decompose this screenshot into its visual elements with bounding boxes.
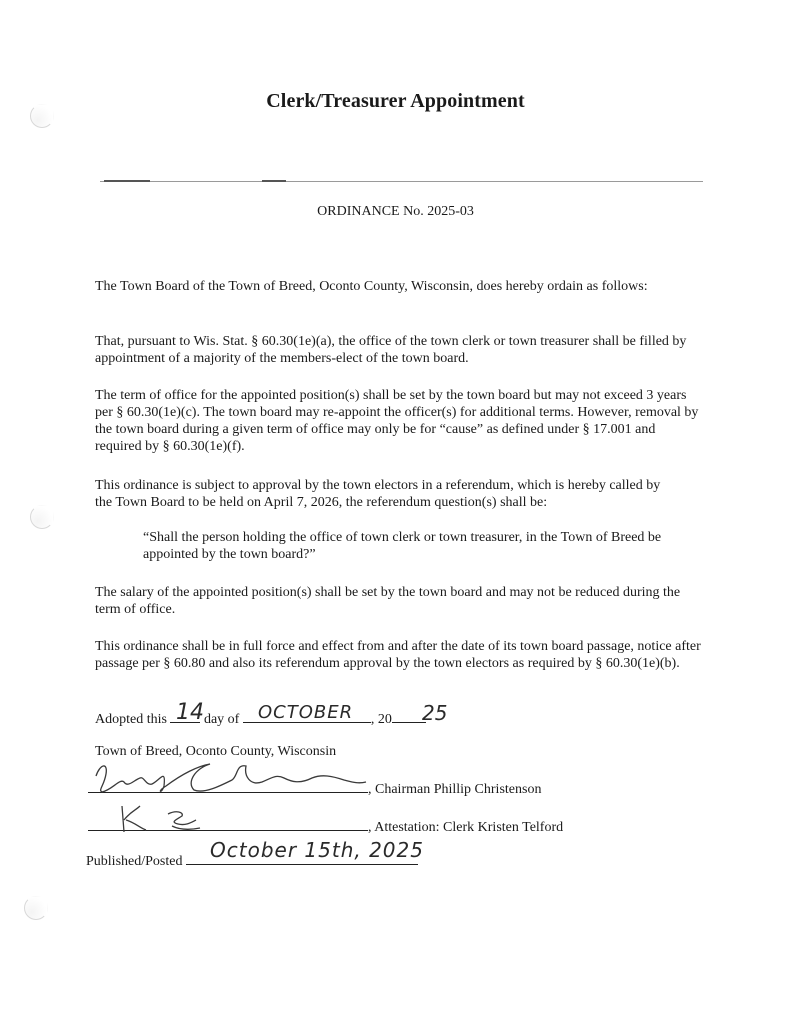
clerk-signature [110, 800, 220, 836]
handwritten-year: 25 [422, 701, 448, 725]
divider-mark [262, 180, 286, 182]
chairman-label: , Chairman Phillip Christenson [368, 782, 542, 797]
clerk-label: , Attestation: Clerk Kristen Telford [368, 820, 564, 835]
binder-hole [24, 896, 48, 920]
handwritten-published-date: October 15th, 2025 [210, 838, 424, 862]
handwritten-day: 14 [176, 700, 204, 725]
paragraph-effective: This ordinance shall be in full force and effect from and after the date of its town board passage, notice after passage per § 60.80 and also its referendum approval by the town electors as required by § 60.30(1e)(b). [95, 639, 701, 671]
intro-paragraph: The Town Board of the Town of Breed, Oconto County, Wisconsin, does hereby ordain as follows: [95, 279, 648, 294]
ordinance-number: ORDINANCE No. 2025-03 [317, 204, 474, 219]
document-title: Clerk/Treasurer Appointment [266, 90, 525, 112]
adoption-prefix: Adopted this [95, 712, 167, 727]
paragraph-salary: The salary of the appointed position(s) shall be set by the town board and may not be reduced during the term of office. [95, 585, 681, 617]
paragraph-referendum: This ordinance is subject to approval by the town electors in a referendum, which is hereby called by the Town Board to be held on April 7, 2026, the referendum question(s) shall be: [95, 478, 661, 510]
divider [100, 181, 703, 182]
referendum-question: “Shall the person holding the office of town clerk or town treasurer, in the Town of Breed be appointed by the town board?” [143, 530, 662, 562]
paragraph-appointment: That, pursuant to Wis. Stat. § 60.30(1e)(a), the office of the town clerk or town treasurer shall be filled by appointment of a majority of the members-elect of the town board. [95, 334, 687, 366]
divider-mark [104, 180, 150, 182]
handwritten-month: OCTOBER [258, 702, 354, 723]
year-blank [392, 710, 426, 723]
adoption-year-prefix: , 20 [370, 712, 392, 727]
adoption-day-label: day of [203, 712, 240, 727]
paragraph-term: The term of office for the appointed position(s) shall be set by the town board but may not exceed 3 years per § 60.30(1e)(c). The town board may re-appoint the officer(s) for additional terms. However, removal by the town board during a given term of office may only be for “cause” as defined under § 17.001 and required by § 60.30(1e)(f). [95, 388, 699, 454]
municipality-line: Town of Breed, Oconto County, Wisconsin [95, 744, 337, 759]
chairman-signature [86, 756, 376, 798]
published-label: Published/Posted [86, 854, 183, 869]
binder-hole [30, 505, 54, 529]
